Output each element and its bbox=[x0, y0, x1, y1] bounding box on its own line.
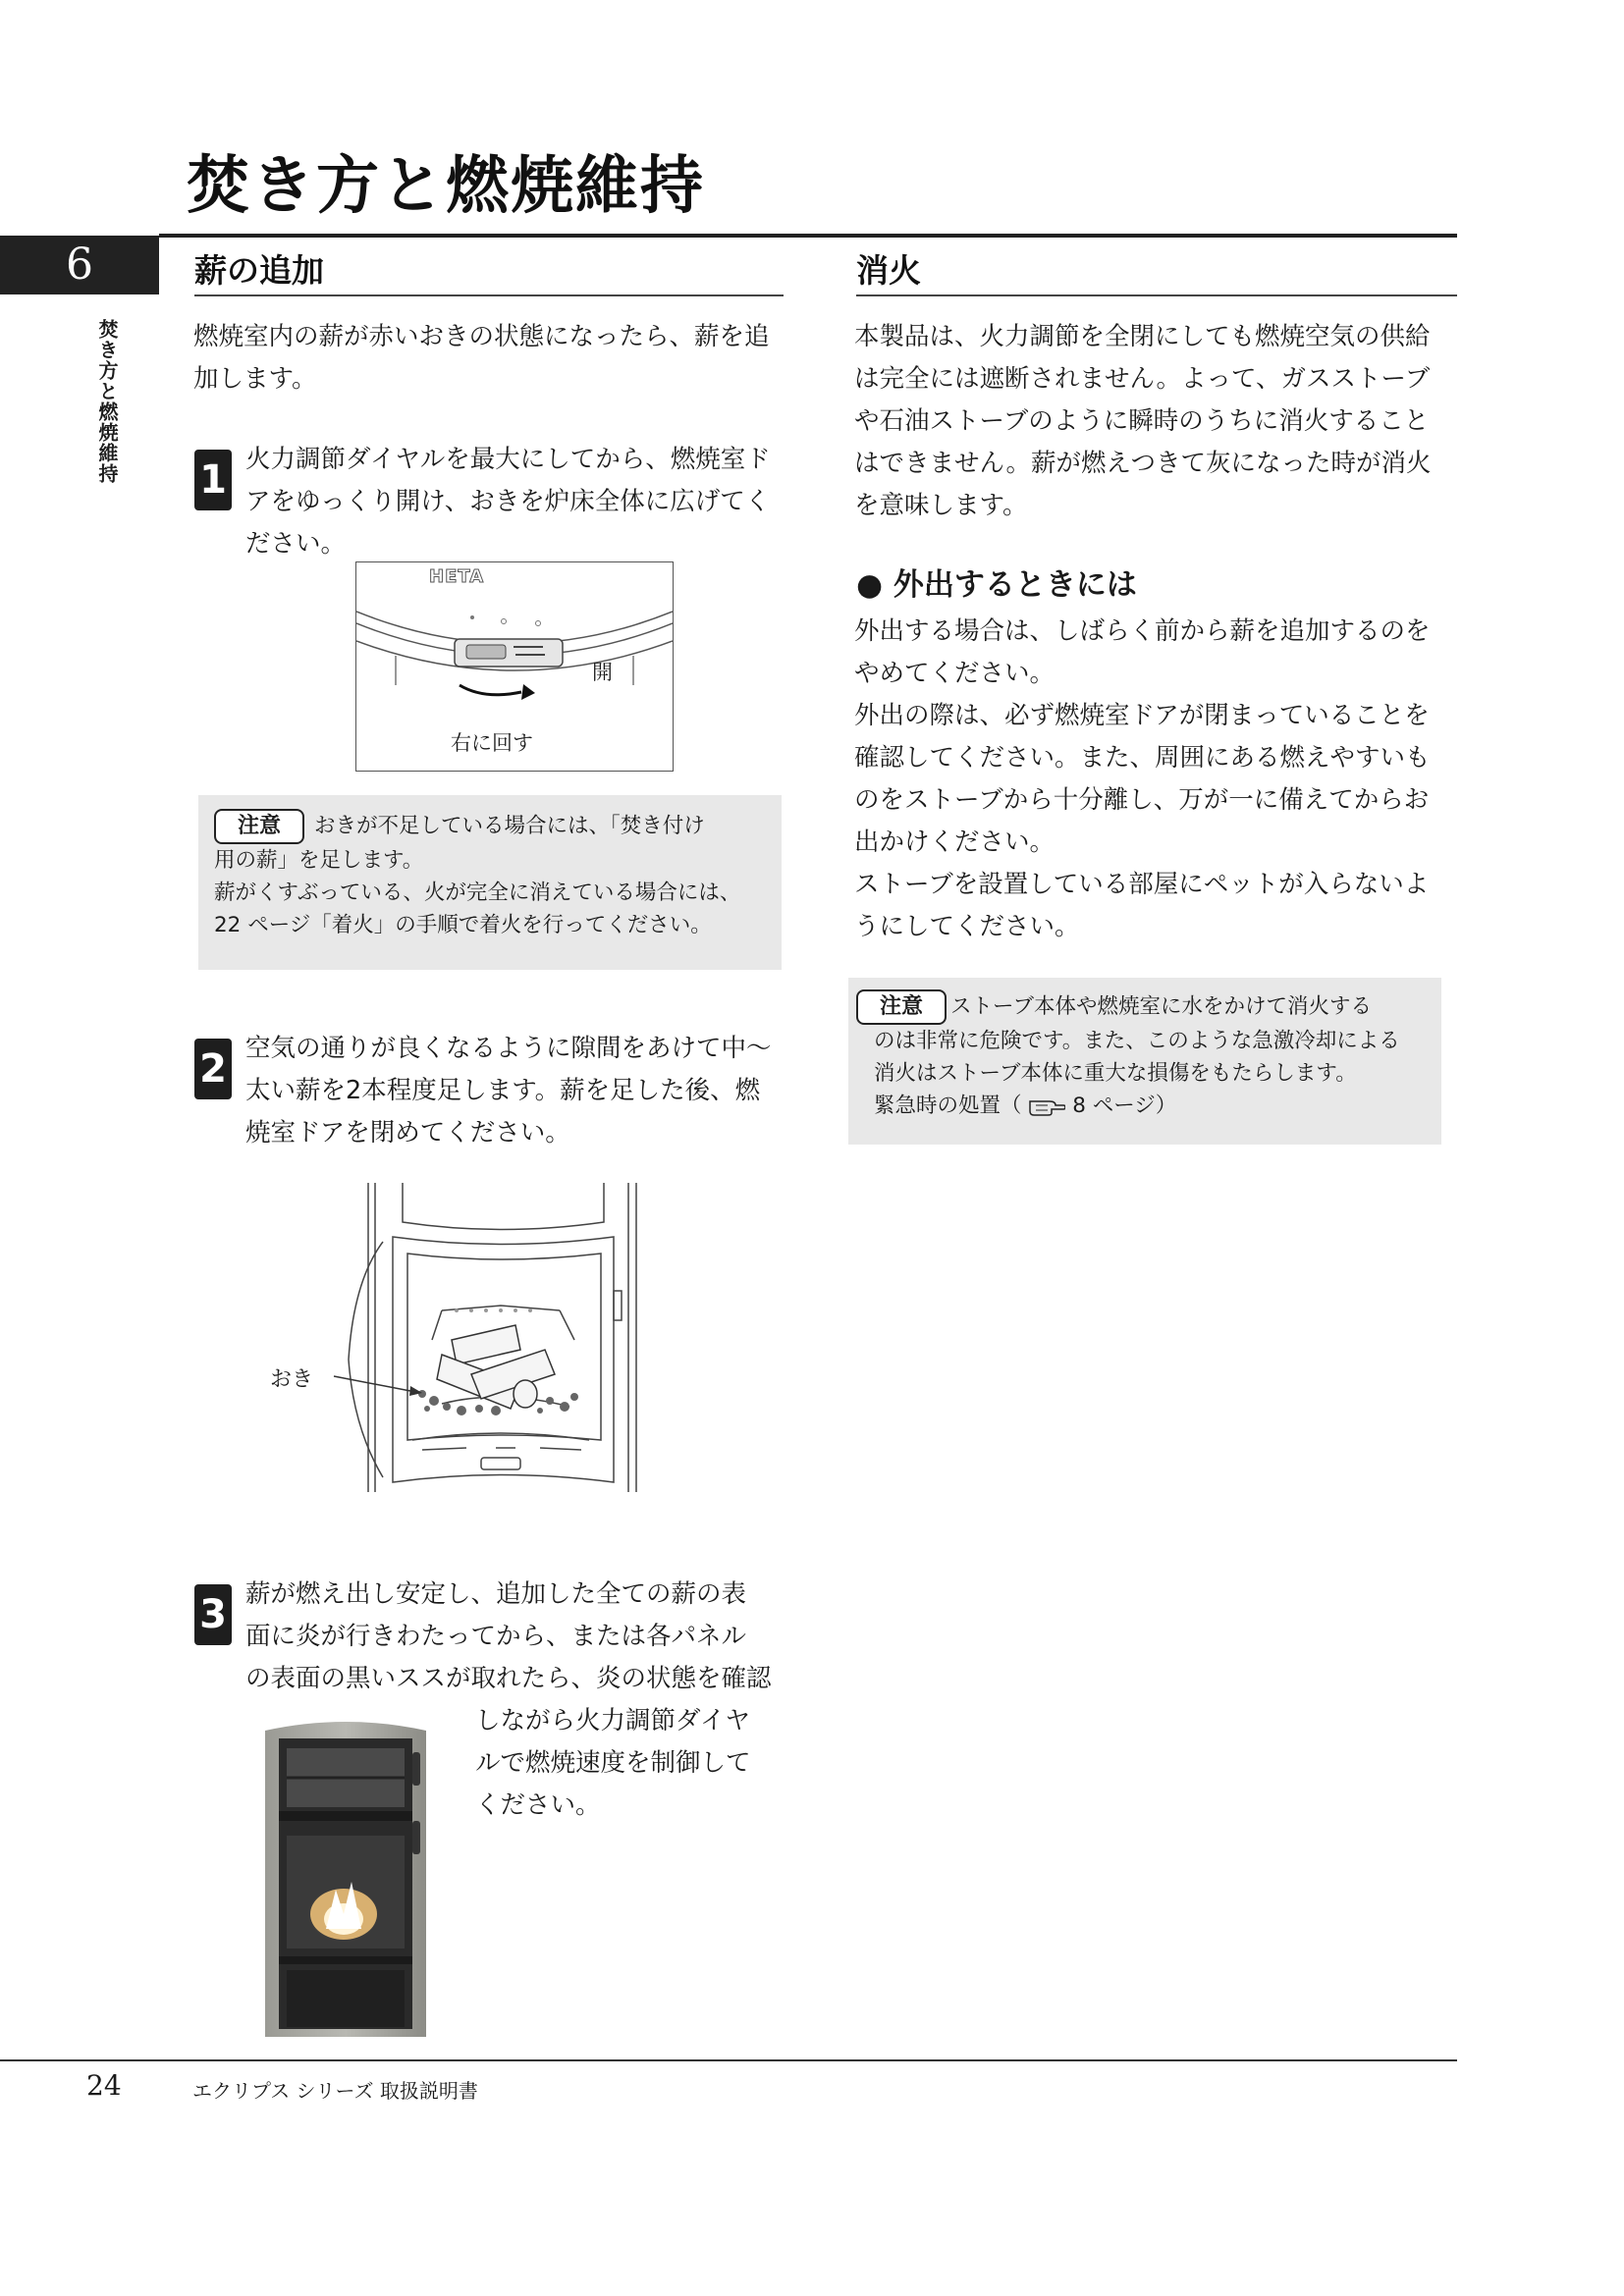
text-line: の表面の黒いススが取れたら、炎の状態を確認 bbox=[245, 1664, 772, 1693]
ember-label: おき bbox=[270, 1367, 314, 1392]
caution-text: 薪がくすぶっている、火が完全に消えている場合には、 bbox=[214, 881, 741, 905]
caution-text: のは非常に危険です。また、このような急激冷却による bbox=[874, 1029, 1400, 1053]
text-line: を意味します。 bbox=[854, 491, 1028, 520]
text-line: 加します。 bbox=[193, 364, 317, 394]
text-line: 出かけください。 bbox=[854, 828, 1056, 857]
caution-text: ストーブ本体や燃焼室に水をかけて消火する bbox=[950, 994, 1372, 1019]
section-heading-extinguish: 消火 bbox=[856, 251, 921, 290]
text-line: ストーブを設置している部屋にペットが入らないよ bbox=[854, 870, 1430, 899]
caution-text: 用の薪」を足します。 bbox=[214, 848, 424, 873]
caution-box-2 bbox=[848, 978, 1441, 1145]
step-number-1: 1 bbox=[194, 450, 232, 510]
text-line: 火力調節ダイヤルを最大にしてから、燃焼室ド bbox=[245, 445, 771, 474]
section-rule bbox=[856, 294, 1457, 296]
step-3-text-continued bbox=[475, 1700, 799, 1827]
text-line: 燃焼室内の薪が赤いおきの状態になったら、薪を追 bbox=[193, 322, 770, 351]
text-line: 太い薪を2本程度足します。薪を足した後、燃 bbox=[245, 1076, 761, 1105]
section-rule bbox=[194, 294, 784, 296]
going-out-paragraph bbox=[854, 611, 1463, 948]
extinguish-paragraph bbox=[854, 316, 1463, 527]
chapter-rule bbox=[159, 234, 1457, 238]
reference-page: 8 ページ） bbox=[1072, 1094, 1177, 1118]
turn-right-label: 右に回す bbox=[451, 731, 533, 755]
caution-text: 22 ページ「着火」の手順で着火を行ってください。 bbox=[214, 913, 712, 937]
firebox-drawing bbox=[324, 1183, 648, 1492]
text-line: うにしてください。 bbox=[854, 912, 1080, 941]
footer-rule bbox=[0, 2059, 1457, 2061]
brand-logo: HETA bbox=[429, 566, 485, 587]
text-line: 本製品は、火力調節を全閉にしても燃焼空気の供給 bbox=[854, 322, 1431, 351]
step-number-2: 2 bbox=[194, 1039, 232, 1099]
open-label: 開 bbox=[592, 661, 613, 684]
pointing-hand-icon bbox=[1028, 1095, 1065, 1117]
going-out-heading: ● 外出するときには bbox=[856, 567, 1137, 603]
side-label: 焚き方と燃焼維持 bbox=[95, 319, 119, 484]
text-line: アをゆっくり開け、おきを炉床全体に広げてく bbox=[245, 487, 771, 516]
chapter-number: 6 bbox=[66, 240, 93, 290]
section-heading-add-wood: 薪の追加 bbox=[194, 251, 324, 290]
text-line: のをストーブから十分離し、万が一に備えてからお bbox=[854, 785, 1430, 815]
text-line: ください。 bbox=[475, 1790, 601, 1820]
text-line: 焼室ドアを閉めてください。 bbox=[245, 1118, 570, 1148]
intro-paragraph bbox=[193, 316, 802, 400]
caution-label: 注意 bbox=[856, 989, 947, 1025]
text-line: 面に炎が行きわたってから、または各パネル bbox=[245, 1622, 747, 1651]
text-line: はできません。薪が燃えつきて灰になった時が消火 bbox=[854, 449, 1432, 478]
footer-title: エクリプス シリーズ 取扱説明書 bbox=[192, 2079, 478, 2103]
text-line: 確認してください。また、周囲にある燃えやすいも bbox=[854, 743, 1431, 773]
text-line: やめてください。 bbox=[854, 659, 1056, 688]
caution-text: おきが不足している場合には、「焚き付け bbox=[314, 814, 705, 838]
step-2-text bbox=[245, 1028, 805, 1154]
text-line: 外出する場合は、しばらく前から薪を追加するのを bbox=[854, 616, 1431, 646]
caution-box-1 bbox=[198, 795, 782, 970]
caution-text: 消火はストーブ本体に重大な損傷をもたらします。 bbox=[874, 1061, 1357, 1086]
caution-label: 注意 bbox=[214, 809, 304, 844]
text-line: 薪が燃え出し安定し、追加した全ての薪の表 bbox=[245, 1579, 747, 1609]
emergency-reference bbox=[856, 1090, 1435, 1122]
text-line: は完全には遮断されません。よって、ガスストーブ bbox=[854, 364, 1431, 394]
text-line: 外出の際は、必ず燃焼室ドアが閉まっていることを bbox=[854, 701, 1430, 730]
dial-figure bbox=[355, 561, 674, 772]
page-title: 焚き方と燃焼維持 bbox=[187, 149, 705, 223]
step-1-text bbox=[245, 439, 805, 565]
step-3-text bbox=[245, 1574, 805, 1700]
stove-photo bbox=[257, 1713, 434, 2037]
page-number: 24 bbox=[86, 2069, 122, 2102]
text-line: しながら火力調節ダイヤ bbox=[475, 1706, 750, 1735]
text-line: 空気の通りが良くなるように隙間をあけて中〜 bbox=[245, 1034, 772, 1063]
reference-prefix: 緊急時の処置（ bbox=[874, 1094, 1022, 1118]
text-line: や石油ストーブのように瞬時のうちに消火すること bbox=[854, 406, 1430, 436]
text-line: ださい。 bbox=[245, 529, 347, 559]
step-number-3: 3 bbox=[194, 1584, 232, 1645]
text-line: ルで燃焼速度を制御して bbox=[475, 1748, 751, 1778]
